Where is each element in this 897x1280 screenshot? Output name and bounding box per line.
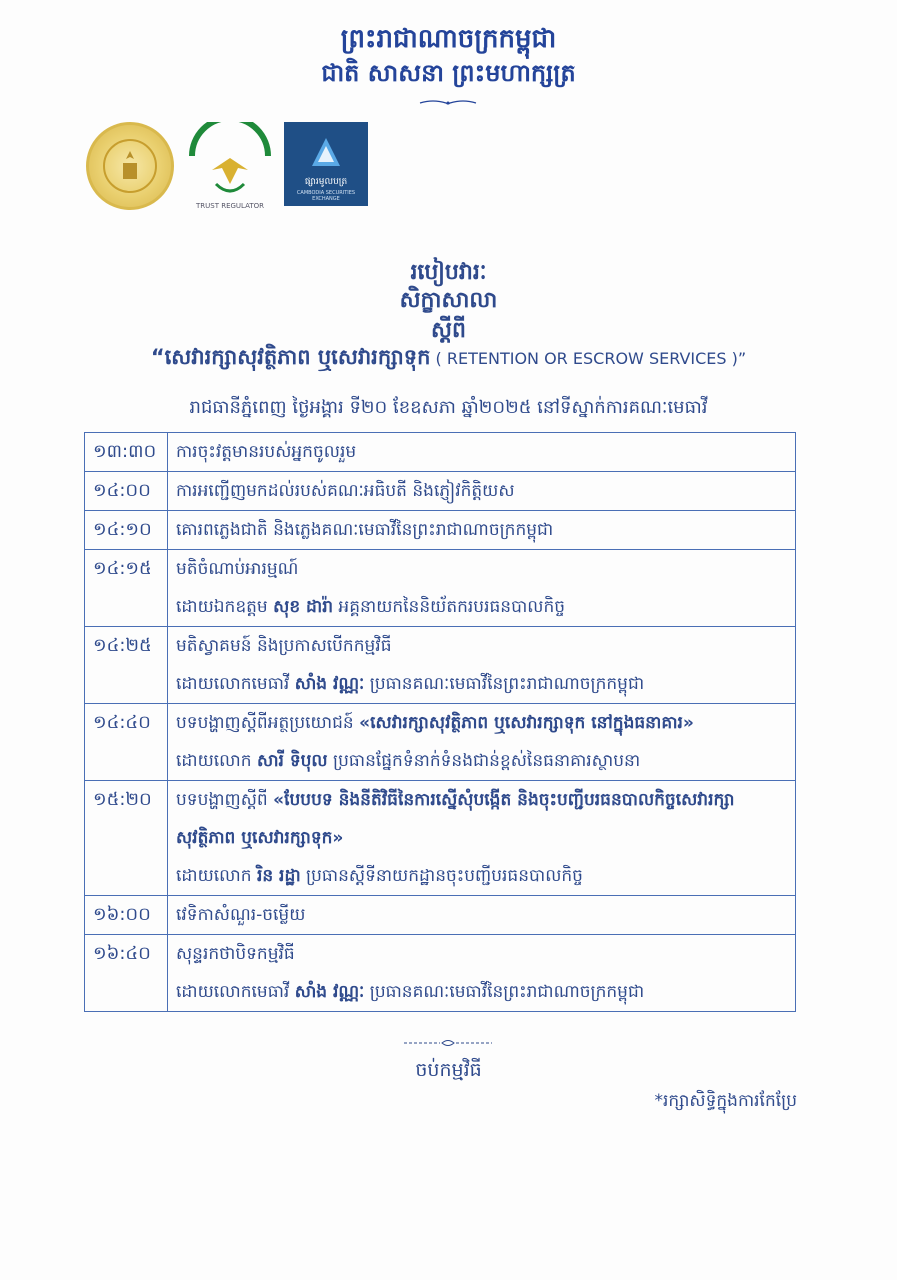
- table-row: [85, 896, 796, 935]
- row-title: សុន្ទរកថាបិទកម្មវិធី: [176, 944, 295, 964]
- row-speaker: ដោយលោក សារី ទិបុល ប្រធានផ្នែកទំនាក់ទំនងជាន់ខ្ពស់នៃធនាគារស្ថាបនា: [176, 751, 641, 771]
- table-row: [85, 627, 796, 704]
- row-speaker: ដោយឯកឧត្តម សុខ ដារ៉ា អគ្គនាយកនៃនិយ័តករបរធនបាលកិច្ច: [176, 597, 566, 617]
- national-motto: ជាតិ សាសនា ព្រះមហាក្សត្រ: [321, 59, 576, 87]
- row-title: មតិចំណាប់អារម្មណ៍: [176, 559, 299, 579]
- row-time: ១៤:២៥: [85, 627, 168, 704]
- trust-regulator-logo: [182, 122, 278, 214]
- row-title: បទបង្ហាញស្តីពី «បែបបទ និងនីតិវិធីនៃការស្នើសុំបង្កើត និងចុះបញ្ជីបរធនបាលកិច្ចសេវារក្សា: [176, 790, 735, 810]
- speaker-name: សាំង វណ្ណៈ: [294, 982, 365, 1002]
- event-title-english: ( RETENTION OR ESCROW SERVICES )”: [430, 349, 747, 368]
- topic-name: «សេវារក្សាសុវត្ថិភាព ឬសេវារក្សាទុក នៅក្នុងធនាគារ»: [359, 713, 694, 733]
- table-row: [85, 704, 796, 781]
- row-title: បទបង្ហាញស្តីពីអត្ថប្រយោជន៍ «សេវារក្សាសុវត្ថិភាព ឬសេវារក្សាទុក នៅក្នុងធនាគារ»: [176, 713, 694, 733]
- row-time: ១៥:២០: [85, 781, 168, 896]
- seminar-heading: សិក្ខាសាលា: [399, 288, 498, 313]
- row-title: ការអញ្ជើញមកដល់របស់គណៈអធិបតី និងភ្ញៀវកិត្តិយស: [176, 481, 515, 501]
- speaker-name: សុខ ដារ៉ា: [273, 597, 334, 617]
- row-content: [168, 704, 796, 781]
- row-speaker: ដោយលោក រិន រដ្ឋា ប្រធានស្តីទីនាយកដ្ឋានចុះបញ្ជីបរធនបាលកិច្ច: [176, 866, 583, 886]
- rights-note: *រក្សាសិទ្ធិក្នុងការកែប្រែ: [654, 1091, 797, 1111]
- csx-subcaption: CAMBODIA SECURITIES EXCHANGE: [296, 190, 356, 202]
- row-time: ១៦:០០: [85, 896, 168, 935]
- about-heading: ស្តីពី: [431, 318, 466, 343]
- agenda-table: [84, 432, 796, 1012]
- speaker-name: សារី ទិបុល: [256, 751, 328, 771]
- royal-seal-icon: [86, 122, 174, 210]
- row-time: ១៣:៣០: [85, 433, 168, 472]
- table-row: [85, 472, 796, 511]
- venue-date: រាជធានីភ្នំពេញ ថ្ងៃអង្គារ ទី២០ ខែឧសភា ឆ្នាំ២០២៥ នៅទីស្នាក់ការគណៈមេធាវី: [189, 397, 708, 418]
- eagle-emblem-icon: [182, 122, 278, 214]
- speaker-name: រិន រដ្ឋា: [256, 866, 301, 886]
- row-title: វេទិកាសំណួរ-ចម្លើយ: [176, 905, 306, 925]
- end-ornament-icon: [402, 1038, 494, 1048]
- row-time: ១៦:៤០: [85, 935, 168, 1012]
- row-title: មតិស្វាគមន៍ និងប្រកាសបើកកម្មវិធី: [176, 636, 392, 656]
- event-title: [0, 344, 897, 375]
- speaker-name: សាំង វណ្ណៈ: [294, 674, 365, 694]
- row-content: [168, 896, 796, 935]
- row-content: [168, 472, 796, 511]
- row-content: [168, 433, 796, 472]
- topic-name: «បែបបទ និងនីតិវិធីនៃការស្នើសុំបង្កើត និងចុះបញ្ជីបរធនបាលកិច្ចសេវារក្សា: [273, 790, 735, 810]
- trust-regulator-caption: TRUST REGULATOR: [196, 202, 264, 210]
- table-row: [85, 511, 796, 550]
- row-time: ១៤:៤០: [85, 704, 168, 781]
- row-content: [168, 781, 796, 896]
- table-row: [85, 433, 796, 472]
- csx-logo: [284, 122, 368, 206]
- topic-name-cont: សុវត្ថិភាព ឬសេវារក្សាទុក»: [176, 828, 344, 848]
- row-title: ការចុះវត្តមានរបស់អ្នកចូលរួម: [176, 442, 357, 462]
- row-time: ១៤:១៥: [85, 550, 168, 627]
- end-of-program: ចប់កម្មវិធី: [415, 1059, 482, 1081]
- row-content: [168, 627, 796, 704]
- row-speaker: ដោយលោកមេធាវី សាំង វណ្ណៈ ប្រធានគណៈមេធាវីនៃព្រះរាជាណាចក្រកម្ពុជា: [176, 674, 645, 694]
- kingdom-title: ព្រះរាជាណាចក្រកម្ពុជា: [340, 24, 557, 54]
- row-content: [168, 935, 796, 1012]
- agenda-heading: របៀបវារៈ: [410, 260, 487, 285]
- table-row: [85, 550, 796, 627]
- ornament-divider-icon: [418, 98, 478, 108]
- row-content: [168, 550, 796, 627]
- table-row: [85, 781, 796, 896]
- pyramid-logo-icon: [310, 136, 342, 170]
- csx-caption: ផ្សារមូលបត្រ: [304, 177, 348, 187]
- table-row: [85, 935, 796, 1012]
- row-title-cont: [176, 819, 787, 857]
- row-title: គោរពភ្លេងជាតិ និងភ្លេងគណៈមេធាវីនៃព្រះរាជាណាចក្រកម្ពុជា: [176, 520, 554, 540]
- row-time: ១៤:០០: [85, 472, 168, 511]
- row-speaker: ដោយលោកមេធាវី សាំង វណ្ណៈ ប្រធានគណៈមេធាវីនៃព្រះរាជាណាចក្រកម្ពុជា: [176, 982, 645, 1002]
- row-content: [168, 511, 796, 550]
- event-title-khmer: “សេវារក្សាសុវត្ថិភាព ឬសេវារក្សាទុក: [150, 345, 431, 369]
- row-time: ១៤:១០: [85, 511, 168, 550]
